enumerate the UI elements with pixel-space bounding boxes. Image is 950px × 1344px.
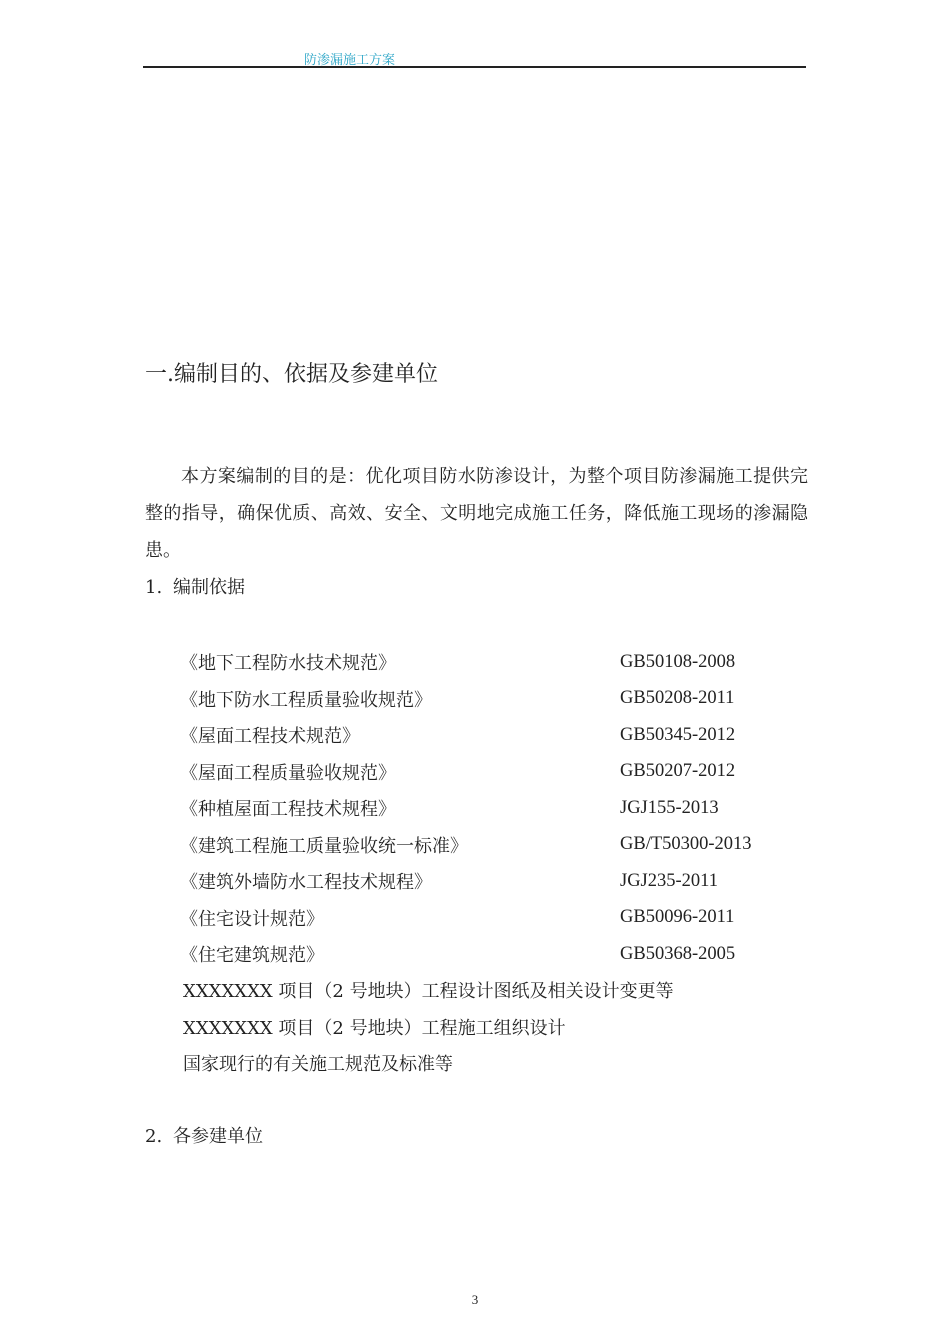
reference-name: 《建筑工程施工质量验收统一标准》	[180, 835, 468, 857]
page-number: 3	[471, 1292, 479, 1307]
additional-basis-list	[183, 972, 674, 1082]
running-header-title: 防渗漏施工方案	[304, 53, 396, 68]
list-item: XXXXXXX 项目（2 号地块）工程施工组织设计	[183, 1017, 566, 1039]
reference-code: GB/T50300-2013	[620, 834, 752, 855]
reference-row	[180, 936, 813, 973]
reference-row	[180, 754, 813, 791]
basis-heading-title: 编制依据	[173, 577, 245, 598]
reference-code: GB50208-2011	[620, 688, 735, 709]
list-item: XXXXXXX 项目（2 号地块）工程设计图纸及相关设计变更等	[183, 981, 674, 1003]
reference-row	[180, 827, 813, 864]
units-heading-number: 2.	[145, 1126, 163, 1147]
reference-code: GB50108-2008	[620, 651, 736, 672]
reference-row	[180, 900, 813, 937]
units-heading-title: 各参建单位	[173, 1126, 263, 1147]
intro-paragraph: 本方案编制的目的是：优化项目防水防渗设计，为整个项目防渗漏施工提供完整的指导，确保优质、高效、安全、文明地完成施工任务，降低施工现场的渗漏隐患。	[145, 466, 808, 561]
reference-name: 《地下工程防水技术规范》	[180, 653, 396, 675]
reference-row	[180, 717, 813, 754]
reference-name: 《屋面工程技术规范》	[180, 726, 360, 748]
reference-name: 《种植屋面工程技术规程》	[180, 799, 396, 821]
reference-code: GB50096-2011	[620, 907, 735, 928]
reference-name: 《住宅设计规范》	[180, 908, 324, 930]
reference-row	[180, 863, 813, 900]
reference-list	[180, 644, 813, 973]
header-rule	[143, 66, 806, 68]
reference-code: GB50345-2012	[620, 724, 736, 745]
section-title: 一.编制目的、依据及参建单位	[145, 362, 438, 387]
reference-code: JGJ155-2013	[620, 797, 719, 818]
basis-heading	[145, 573, 245, 599]
units-heading	[145, 1122, 263, 1148]
basis-heading-number: 1.	[145, 577, 163, 598]
list-item: 国家现行的有关施工规范及标准等	[183, 1054, 453, 1076]
reference-name: 《住宅建筑规范》	[180, 945, 324, 967]
reference-code: JGJ235-2011	[620, 870, 718, 891]
reference-name: 《地下防水工程质量验收规范》	[180, 689, 432, 711]
reference-row	[180, 644, 813, 681]
reference-name: 《屋面工程质量验收规范》	[180, 762, 396, 784]
reference-code: GB50368-2005	[620, 943, 736, 964]
reference-name: 《建筑外墙防水工程技术规程》	[180, 872, 432, 894]
reference-code: GB50207-2012	[620, 761, 736, 782]
reference-row	[180, 790, 813, 827]
reference-row	[180, 681, 813, 718]
